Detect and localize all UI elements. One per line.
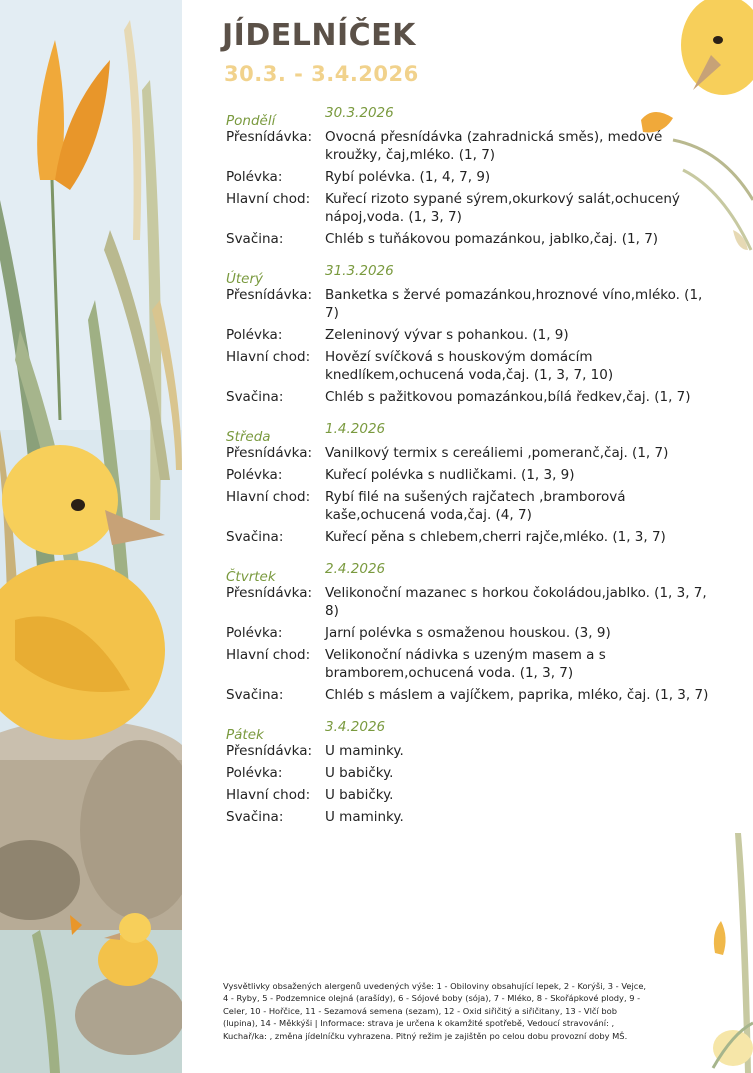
meal-row <box>226 168 716 186</box>
meal-text: U babičky. <box>325 787 394 803</box>
weekly-menu <box>226 105 716 841</box>
day-tuesday <box>226 263 716 406</box>
meal-text: Zeleninový vývar s pohankou. (1, 9) <box>325 327 569 343</box>
meal-label: Polévka: <box>226 169 283 185</box>
meal-row <box>226 230 716 248</box>
meal-text: Ovocná přesnídávka (zahradnická směs), medové kroužky, čaj,mléko. (1, 7) <box>325 129 663 163</box>
day-date: 30.3.2026 <box>325 105 394 121</box>
meal-label: Přesnídávka: <box>226 445 313 461</box>
meal-row <box>226 326 716 344</box>
meal-label: Přesnídávka: <box>226 585 313 601</box>
meal-row <box>226 646 716 682</box>
day-friday <box>226 719 716 826</box>
meal-text: Kuřecí polévka s nudličkami. (1, 3, 9) <box>325 467 575 483</box>
meal-label: Přesnídávka: <box>226 743 313 759</box>
day-date: 1.4.2026 <box>325 421 386 437</box>
meal-text: Rybí filé na sušených rajčatech ,bramborová kaše,ochucená voda,čaj. (4, 7) <box>325 489 626 523</box>
meal-row <box>226 488 716 524</box>
meal-text: Velikonoční mazanec s horkou čokoládou,jablko. (1, 3, 7, 8) <box>325 585 707 619</box>
meal-label: Hlavní chod: <box>226 647 311 663</box>
day-name: Pátek <box>226 727 264 743</box>
meal-label: Svačina: <box>226 231 284 247</box>
meal-row <box>226 348 716 384</box>
meal-row <box>226 286 716 322</box>
meal-text: Jarní polévka s osmaženou houskou. (3, 9) <box>325 625 611 641</box>
meal-label: Hlavní chod: <box>226 349 311 365</box>
day-date: 2.4.2026 <box>325 561 386 577</box>
day-date: 31.3.2026 <box>325 263 394 279</box>
meal-row <box>226 786 716 804</box>
meal-text: Chléb s tuňákovou pomazánkou, jablko,čaj. (1, 7) <box>325 231 659 247</box>
meal-label: Přesnídávka: <box>226 129 313 145</box>
meal-text: Kuřecí rizoto sypané sýrem,okurkový salát,ochucený nápoj,voda. (1, 3, 7) <box>325 191 680 225</box>
day-name: Čtvrtek <box>226 569 276 585</box>
meal-label: Hlavní chod: <box>226 191 311 207</box>
meal-label: Polévka: <box>226 467 283 483</box>
duckling-illustration <box>0 0 182 1073</box>
day-thursday <box>226 561 716 704</box>
meal-label: Svačina: <box>226 529 284 545</box>
meal-text: Vanilkový termix s cereáliemi ,pomeranč,čaj. (1, 7) <box>325 445 669 461</box>
meal-row <box>226 466 716 484</box>
meal-text: Hovězí svíčková s houskovým domácím knedlíkem,ochucená voda,čaj. (1, 3, 7, 10) <box>325 349 614 383</box>
meal-text: Kuřecí pěna s chlebem,cherri rajče,mléko. (1, 3, 7) <box>325 529 666 545</box>
day-name: Úterý <box>226 271 264 287</box>
meal-row <box>226 764 716 782</box>
meal-text: Rybí polévka. (1, 4, 7, 9) <box>325 169 491 185</box>
meal-label: Svačina: <box>226 809 284 825</box>
day-wednesday <box>226 421 716 546</box>
meal-row <box>226 528 716 546</box>
day-date: 3.4.2026 <box>325 719 386 735</box>
meal-row <box>226 128 716 164</box>
meal-text: Chléb s máslem a vajíčkem, paprika, mléko, čaj. (1, 3, 7) <box>325 687 709 703</box>
day-monday <box>226 105 716 248</box>
meal-row <box>226 624 716 642</box>
meal-row <box>226 742 716 760</box>
meal-text: U babičky. <box>325 765 394 781</box>
meal-label: Hlavní chod: <box>226 489 311 505</box>
day-name: Středa <box>226 429 271 445</box>
meal-row <box>226 686 716 704</box>
meal-label: Svačina: <box>226 389 284 405</box>
meal-label: Polévka: <box>226 765 283 781</box>
page-title: JÍDELNÍČEK <box>222 18 416 53</box>
meal-label: Přesnídávka: <box>226 287 313 303</box>
meal-label: Hlavní chod: <box>226 787 311 803</box>
meal-label: Polévka: <box>226 625 283 641</box>
meal-text: Velikonoční nádivka s uzeným masem a s bramborem,ochucená voda. (1, 3, 7) <box>325 647 606 681</box>
meal-row <box>226 388 716 406</box>
meal-text: Banketka s žervé pomazánkou,hroznové víno,mléko. (1, 7) <box>325 287 703 321</box>
meal-row <box>226 584 716 620</box>
date-range: 30.3. - 3.4.2026 <box>224 62 419 86</box>
meal-row <box>226 808 716 826</box>
allergen-footnote: Vysvětlivky obsažených alergenů uvedených výše: 1 - Obiloviny obsahující lepek, 2 - Korýši, 3 - Vejce, 4 - Ryby, 5 - Podzemnice olejná (arašídy), 6 - Sójové boby (sója), 7 - Mléko, 8 - Skořápkové plody, 9 - Celer, 10 - Hořčice, 11 - Sezamová semena (sezam), 12 - Oxid siřičitý a siřičitany, 13 - Vlčí bob (lupina), 14 - Měkkýši | Informace: strava je určena k okamžité spotřebě, Vedoucí stravování: , Kuchař/ka: , změna jídelníčku vyhrazena. Pitný režim je zajištěn po celou dobu provozní doby MŠ. <box>223 981 647 1041</box>
meal-text: U maminky. <box>325 809 404 825</box>
meal-label: Svačina: <box>226 687 284 703</box>
meal-row <box>226 190 716 226</box>
meal-label: Polévka: <box>226 327 283 343</box>
day-name: Pondělí <box>226 113 276 129</box>
meal-row <box>226 444 716 462</box>
meal-text: Chléb s pažitkovou pomazánkou,bílá ředkev,čaj. (1, 7) <box>325 389 691 405</box>
flower-corner-illustration <box>693 833 753 1073</box>
meal-text: U maminky. <box>325 743 404 759</box>
